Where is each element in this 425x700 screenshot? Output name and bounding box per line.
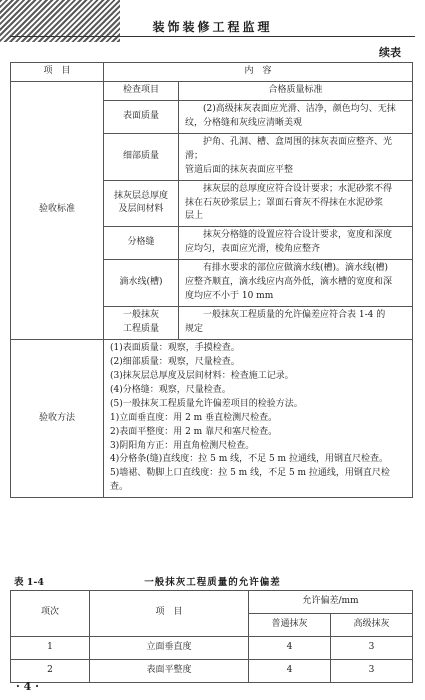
column-header-seq: 项次: [11, 591, 90, 637]
standard-line: 抹在石灰砂浆层上；罩面石膏灰不得抹在水泥砂浆: [185, 197, 384, 208]
method-line: (2)细部质量：观察，尺量检查。: [110, 356, 240, 367]
standard-line: 规定: [185, 324, 204, 334]
check-item-line: 一般抹灰: [122, 310, 159, 321]
subheader-check-item: 检查项目: [104, 81, 179, 100]
check-item-cell: 细部质量: [104, 133, 179, 180]
method-line: (4)分格缝：观察，尺量检查。: [110, 384, 231, 395]
seq-cell: 1: [11, 636, 90, 659]
running-header-title: 装饰装修工程监理: [152, 20, 273, 34]
check-item-cell: [104, 180, 179, 227]
method-line: 3)阴阳角方正：用直角检测尺检查。: [110, 440, 255, 451]
table-subheader-row: [11, 81, 413, 100]
check-item-cell: 分格缝: [104, 227, 179, 260]
continued-table-label: 续表: [379, 46, 401, 59]
standard-line: 度均应不小于 10 mm: [185, 291, 274, 302]
table-row: [11, 659, 413, 682]
standard-line: 层上: [185, 211, 204, 222]
standard-line: 一般抹灰工程质量的允许偏差应符合表 1-4 的: [203, 310, 386, 321]
acceptance-method-cell: [104, 339, 413, 497]
check-item-line: 工程质量: [122, 324, 159, 334]
method-line: (5)一般抹灰工程质量允许偏差项目的检验方法。: [110, 398, 303, 409]
standard-line: 应均匀，表面应光滑，棱角应整齐: [185, 244, 321, 255]
check-item-cell: [104, 307, 179, 340]
column-header-item: 项 目: [90, 591, 249, 637]
check-item-cell: 表面质量: [104, 100, 179, 133]
advanced-cell: 3: [331, 659, 413, 682]
standard-line: 有排水要求的部位应做滴水线(槽)。滴水线(槽): [203, 263, 389, 274]
standard-cell: [179, 100, 413, 133]
check-item-line: 及层间材料: [118, 204, 164, 215]
column-header-advanced: 高级抹灰: [331, 613, 413, 636]
table-title: 一般抹灰工程质量的允许偏差: [144, 577, 281, 588]
advanced-cell: 3: [331, 636, 413, 659]
acceptance-standard-label: 验收标准: [11, 81, 104, 339]
column-header-content: 内 容: [104, 63, 413, 82]
standard-line: 应整齐顺直，滴水线应内高外低，滴水槽的宽度和深: [185, 277, 393, 288]
acceptance-method-label: 验收方法: [11, 339, 104, 497]
standard-line: 抹灰分格缝的设置应符合设计要求，宽度和深度: [203, 230, 393, 241]
allowed-deviation-table: [10, 590, 413, 683]
standard-cell: [179, 227, 413, 260]
item-cell: 表面平整度: [90, 659, 249, 682]
standard-line: 抹灰层的总厚度应符合设计要求；水泥砂浆不得: [203, 183, 393, 194]
column-header-item: 项 目: [11, 63, 104, 82]
method-line: (1)表面质量：观察，手摸检查。: [110, 342, 240, 353]
item-cell: 立面垂直度: [90, 636, 249, 659]
table-header-row: [11, 63, 413, 82]
method-line: 1)立面垂直度：用 2 m 垂直检测尺检查。: [110, 412, 278, 423]
column-header-allowed: 允许偏差/mm: [249, 591, 413, 614]
check-item-cell: 滴水线(槽): [104, 260, 179, 307]
method-line: 4)分格条(缝)直线度：拉 5 m 线，不足 5 m 拉通线，用钢直尺检查。: [110, 454, 388, 465]
standard-line: 管道后面的抹灰表面应平整: [185, 164, 294, 175]
method-line: 2)表面平整度：用 2 m 靠尺和塞尺检查。: [110, 426, 278, 437]
standard-line: (2)高级抹灰表面应光滑、洁净，颜色均匀、无抹: [203, 103, 396, 114]
header-rule: [10, 36, 415, 37]
standard-cell: [179, 133, 413, 180]
table-row: [11, 636, 413, 659]
check-item-line: 抹灰层总厚度: [113, 190, 168, 201]
column-header-ordinary: 普通抹灰: [249, 613, 331, 636]
method-line: 5)墙裙、勒脚上口直线度：拉 5 m 线，不足 5 m 拉通线，用钢直尺检查。: [110, 468, 390, 493]
standard-line: 纹，分格缝和灰线应清晰美观: [185, 117, 303, 128]
standard-cell: [179, 260, 413, 307]
ordinary-cell: 4: [249, 636, 331, 659]
page-number: · 4 ·: [16, 680, 39, 693]
standard-cell: [179, 307, 413, 340]
acceptance-standards-table: [10, 62, 413, 498]
table-number-label: 表 1-4: [14, 577, 44, 588]
standard-cell: [179, 180, 413, 227]
standard-line: 护角、孔洞、槽、盒周围的抹灰表面应整齐、光滑；: [185, 136, 393, 161]
ordinary-cell: 4: [249, 659, 331, 682]
seq-cell: 2: [11, 659, 90, 682]
table-header-row: [11, 591, 413, 614]
method-line: (3)抹灰层总厚度及层间材料：检查施工记录。: [110, 370, 294, 381]
method-row: [11, 339, 413, 497]
subheader-standard: 合格质量标准: [179, 81, 413, 100]
